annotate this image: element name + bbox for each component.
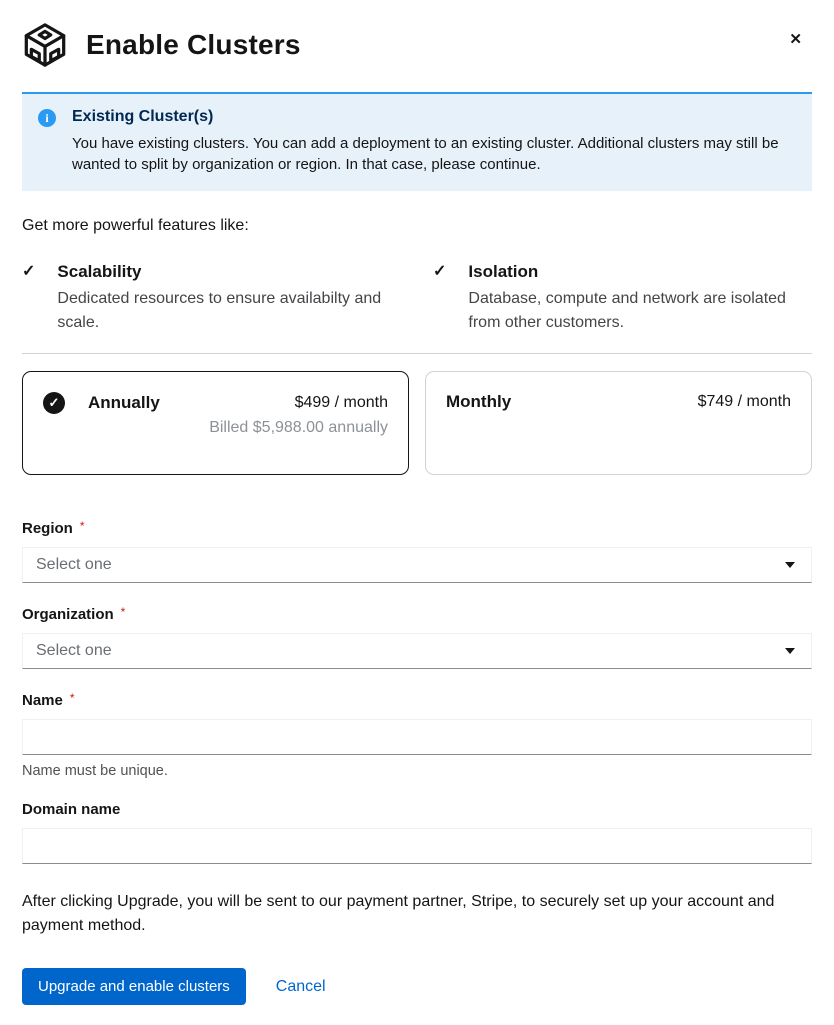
alert-body: You have existing clusters. You can add a deployment to an existing cluster. Additional clusters may still be wanted to split by organization or region. In that case, please continue. — [72, 135, 779, 173]
divider — [22, 353, 812, 354]
check-circle-icon: ✓ — [43, 392, 65, 414]
domain-label: Domain name — [22, 801, 121, 818]
upgrade-button[interactable]: Upgrade and enable clusters — [22, 968, 246, 1005]
alert-title: Existing Cluster(s) — [72, 108, 214, 125]
features-intro: Get more powerful features like: — [22, 217, 249, 234]
modal-header — [22, 22, 812, 68]
cube-icon — [22, 22, 68, 68]
name-helper-text: Name must be unique. — [22, 763, 168, 779]
region-label: Region * — [22, 519, 85, 537]
caret-down-icon — [785, 648, 795, 654]
name-input[interactable] — [22, 719, 812, 755]
feature-description: Dedicated resources to ensure availabilty and scale. — [57, 290, 382, 331]
page-title: Enable Clusters — [86, 29, 301, 60]
alert-content — [72, 108, 792, 175]
organization-select-value: Select one — [36, 642, 112, 659]
close-button[interactable] — [785, 28, 806, 51]
required-asterisk: * — [79, 519, 85, 533]
close-icon: ✕ — [789, 31, 802, 48]
plan-price: $499 / month — [294, 394, 388, 411]
organization-label: Organization * — [22, 605, 126, 623]
domain-input[interactable] — [22, 828, 812, 864]
feature-list — [22, 261, 812, 335]
plan-card-annually[interactable] — [22, 371, 409, 475]
check-icon: ✓ — [433, 263, 447, 280]
payment-note: After clicking Upgrade, you will be sent to our payment partner, Stripe, to securely set up your account and payment method. — [22, 893, 775, 934]
plan-name: Annually — [88, 393, 160, 412]
region-form-group — [22, 519, 812, 583]
feature-title: Isolation — [468, 262, 539, 281]
plan-card-monthly[interactable] — [425, 371, 812, 475]
info-circle-icon: i — [38, 109, 56, 127]
organization-form-group — [22, 605, 812, 669]
plan-selector — [22, 371, 812, 475]
feature-isolation — [433, 261, 812, 335]
feature-scalability — [22, 261, 401, 335]
region-select-value: Select one — [36, 556, 112, 573]
modal-actions — [22, 968, 812, 1005]
plan-price: $749 / month — [697, 393, 791, 410]
domain-form-group — [22, 801, 812, 864]
name-form-group — [22, 691, 812, 779]
cancel-button[interactable]: Cancel — [275, 977, 326, 995]
required-asterisk: * — [69, 691, 75, 705]
feature-title: Scalability — [57, 262, 142, 281]
check-icon: ✓ — [22, 263, 36, 280]
organization-select[interactable] — [22, 633, 812, 669]
name-label: Name * — [22, 691, 75, 709]
plan-billing-note: Billed $5,988.00 annually — [209, 419, 388, 436]
plan-name: Monthly — [446, 392, 512, 411]
info-alert — [22, 92, 812, 191]
caret-down-icon — [785, 562, 795, 568]
region-select[interactable] — [22, 547, 812, 583]
feature-description: Database, compute and network are isolated from other customers. — [468, 290, 786, 331]
required-asterisk: * — [120, 605, 126, 619]
